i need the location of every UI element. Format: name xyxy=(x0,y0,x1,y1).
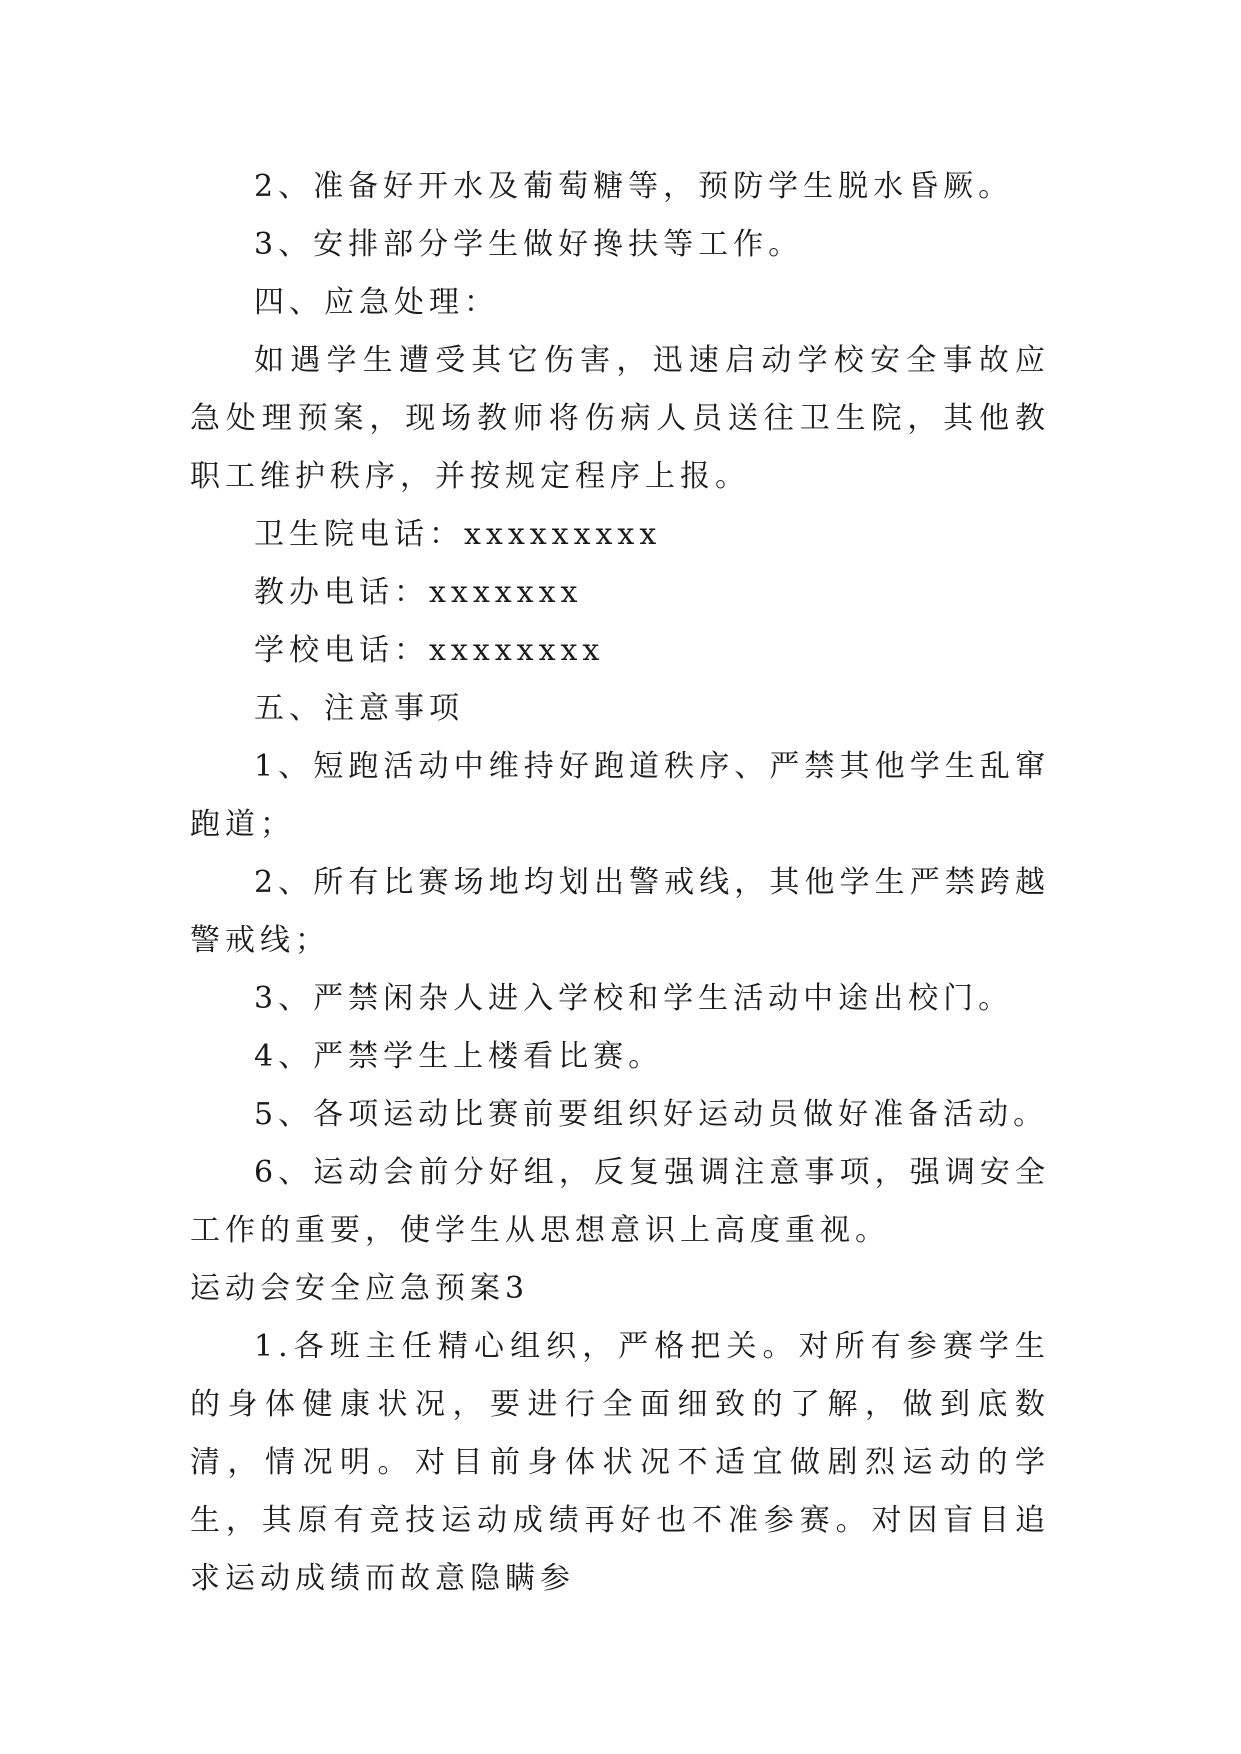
paragraph: 4、严禁学生上楼看比赛。 xyxy=(254,1039,664,1074)
paragraph: 6、运动会前分好组，反复强调注意事项，强调安全工作的重要，使学生从思想意识上高度重视。 xyxy=(190,1155,1050,1248)
document-body xyxy=(190,158,1050,1608)
paragraph: 3、安排部分学生做好搀扶等工作。 xyxy=(254,227,804,262)
section-heading: 四、应急处理： xyxy=(254,285,499,320)
phone-line: 教办电话：xxxxxxx xyxy=(254,575,583,610)
paragraph: 1、短跑活动中维持好跑道秩序、严禁其他学生乱窜跑道； xyxy=(190,749,1050,842)
paragraph: 5、各项运动比赛前要组织好运动员做好准备活动。 xyxy=(254,1097,1049,1132)
phone-line: 卫生院电话：xxxxxxxxx xyxy=(254,517,662,552)
paragraph: 如遇学生遭受其它伤害，迅速启动学校安全事故应急处理预案，现场教师将伤病人员送往卫生院，其他教职工维护秩序，并按规定程序上报。 xyxy=(190,343,1050,494)
phone-line: 学校电话：xxxxxxxx xyxy=(254,633,605,668)
paragraph: 1.各班主任精心组织，严格把关。对所有参赛学生的身体健康状况，要进行全面细致的了解，做到底数清，情况明。对目前身体状况不适宜做剧烈运动的学生，其原有竞技运动成绩再好也不准参赛。对因盲目追求运动成绩而故意隐瞒参 xyxy=(190,1329,1050,1596)
paragraph: 2、所有比赛场地均划出警戒线，其他学生严禁跨越警戒线； xyxy=(190,865,1050,958)
section-heading: 五、注意事项 xyxy=(254,691,464,726)
document-title: 运动会安全应急预案3 xyxy=(190,1271,530,1306)
paragraph: 3、严禁闲杂人进入学校和学生活动中途出校门。 xyxy=(254,981,1014,1016)
paragraph: 2、准备好开水及葡萄糖等，预防学生脱水昏厥。 xyxy=(254,169,1014,204)
